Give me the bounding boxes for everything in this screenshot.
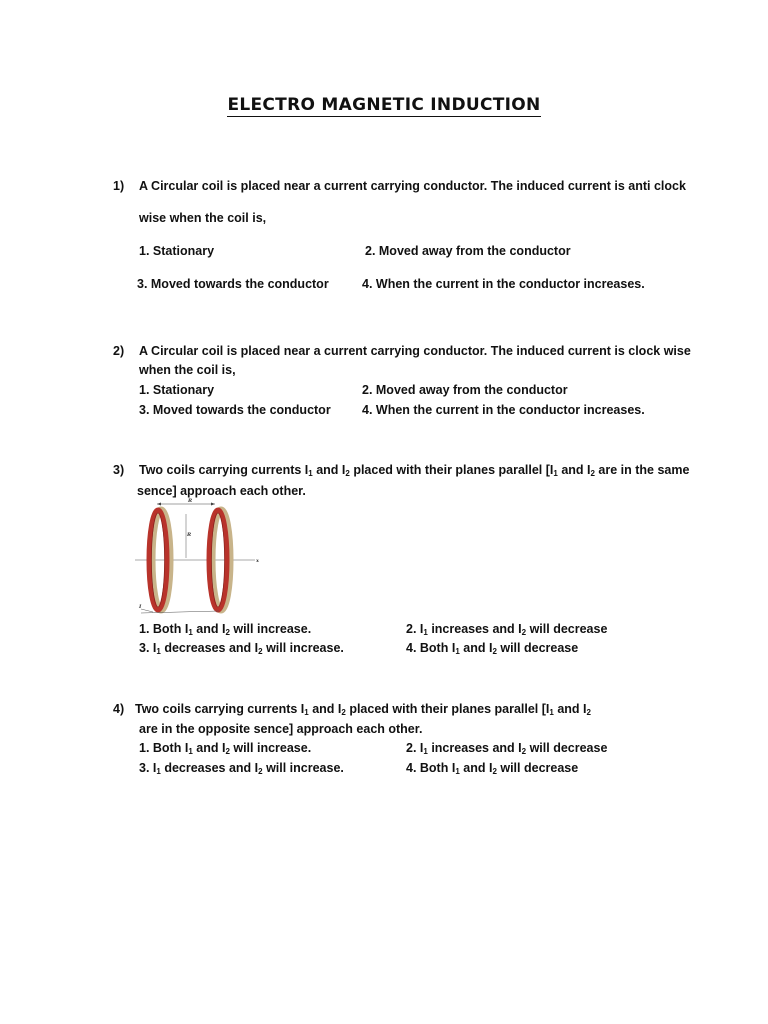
option-3: 3. Moved towards the conductor: [137, 277, 329, 291]
radius-label-middle: R: [187, 532, 192, 538]
option-3: 3. Moved towards the conductor: [139, 403, 331, 417]
option-4: 4. Both $I_1$ and $I_2$ will decrease: [406, 641, 579, 656]
question-text-line1: Two coils carrying currents $I_1$ and $I_2$ placed with their planes parallel [$I_1$ and $I_2$: [135, 702, 591, 717]
option-2: 2. $I_1$ increases and $I_2$ will decrease: [406, 741, 608, 756]
option-2: 2. Moved away from the conductor: [365, 244, 571, 258]
current-label: I: [139, 604, 142, 610]
question-text-line2: sence] approach each other.: [137, 484, 306, 498]
question-text-line1: A Circular coil is placed near a current carrying conductor. The induced current is clock wise: [139, 344, 691, 358]
option-1: 1. Both $I_1$ and $I_2$ will increase.: [139, 622, 312, 637]
current-pointer: [141, 609, 153, 612]
option-1: 1. Stationary: [139, 383, 215, 397]
arrow-head: [211, 503, 215, 506]
arrow-head: [157, 503, 161, 506]
option-3: 3. $I_1$ decreases and $I_2$ will increase.: [139, 761, 344, 776]
option-2: 2. $I_1$ increases and $I_2$ will decrease: [406, 622, 608, 637]
question-number: 1): [113, 179, 125, 193]
option-2: 2. Moved away from the conductor: [362, 383, 568, 397]
question-text-line1: Two coils carrying currents $I_1$ and $I_2$ placed with their planes parallel [$I_1$ and $I_2$ are in the same: [139, 463, 690, 478]
title-text: ELECTRO MAGNETIC INDUCTION: [227, 95, 541, 115]
question-text-line2: when the coil is,: [139, 363, 236, 377]
option-3: 3. $I_1$ decreases and $I_2$ will increase.: [139, 641, 344, 656]
question-number: 3): [113, 463, 125, 477]
radius-label-top: R: [188, 498, 193, 504]
x-axis-label: x: [256, 558, 259, 564]
option-4: 4. When the current in the conductor increases.: [362, 403, 645, 417]
page-title: [0, 95, 768, 115]
question-number: 4): [113, 702, 125, 716]
parallel-coils-figure: [131, 498, 263, 618]
question-number: 2): [113, 344, 125, 358]
question-text-line2: are in the opposite sence] approach each other.: [139, 722, 423, 736]
option-4: 4. Both $I_1$ and $I_2$ will decrease: [406, 761, 579, 776]
question-text-line1: A Circular coil is placed near a current carrying conductor. The induced current is anti clock: [139, 179, 686, 193]
option-1: 1. Both $I_1$ and $I_2$ will increase.: [139, 741, 312, 756]
option-1: 1. Stationary: [139, 244, 215, 258]
question-text-line2: wise when the coil is,: [139, 211, 267, 225]
option-4: 4. When the current in the conductor increases.: [362, 277, 645, 291]
